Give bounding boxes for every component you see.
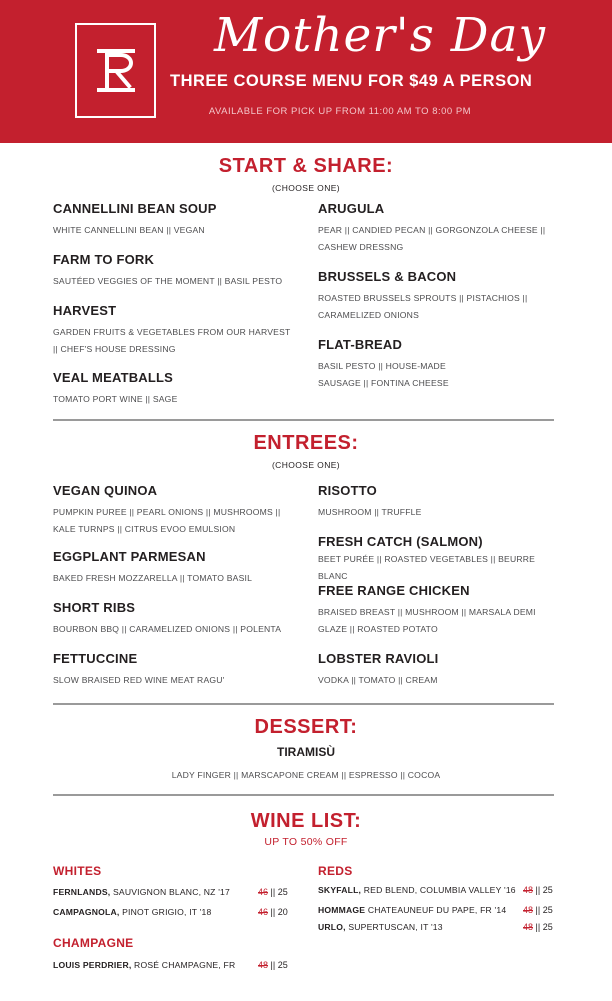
new-price: || 20 xyxy=(268,907,288,917)
section-divider xyxy=(53,703,554,705)
menu-item xyxy=(53,600,293,638)
wine-row xyxy=(53,960,235,970)
wine-name: SKYFALL, xyxy=(318,885,362,895)
wine-price xyxy=(258,960,288,970)
dessert-desc: LADY FINGER || MARSCAPONE CREAM || ESPRESSO || COCOA xyxy=(171,770,441,780)
section-title-wine: WINE LIST: xyxy=(250,810,362,832)
new-price: || 25 xyxy=(533,885,553,895)
item-name: LOBSTER RAVIOLI xyxy=(318,651,439,666)
item-desc: PUMPKIN PUREE || PEARL ONIONS || MUSHROOMS || KALE TURNPS || CITRUS EVOO EMULSION xyxy=(53,507,281,534)
item-desc: TOMATO PORT WINE || SAGE xyxy=(53,394,178,404)
wine-name: FERNLANDS, xyxy=(53,887,111,897)
menu-item xyxy=(318,534,554,585)
wine-row xyxy=(53,907,211,917)
item-name: BRUSSELS & BACON xyxy=(318,269,457,284)
menu-item xyxy=(318,651,554,689)
menu-item xyxy=(318,201,554,256)
r-monogram-icon xyxy=(77,25,154,116)
new-price: || 25 xyxy=(533,922,553,932)
section-divider xyxy=(53,419,554,421)
choose-note: (CHOOSE ONE) xyxy=(271,183,341,193)
menu-item xyxy=(53,252,293,290)
wine-discount: UP TO 50% OFF xyxy=(264,836,348,848)
new-price: || 25 xyxy=(533,905,553,915)
menu-item xyxy=(53,651,293,689)
new-price: || 25 xyxy=(268,960,288,970)
menu-item xyxy=(53,201,293,239)
item-desc: BRAISED BREAST || MUSHROOM || MARSALA DEMI GLAZE || ROASTED POTATO xyxy=(318,607,536,634)
wine-price xyxy=(523,885,553,895)
wine-detail: SAUVIGNON BLANC, NZ '17 xyxy=(112,887,231,897)
section-title-start-share: START & SHARE: xyxy=(218,155,394,177)
wine-detail: PINOT GRIGIO, IT '18 xyxy=(122,907,212,917)
item-name: RISOTTO xyxy=(318,483,377,498)
wine-detail: ROSÉ CHAMPAGNE, FR xyxy=(134,960,236,970)
new-price: || 25 xyxy=(268,887,288,897)
item-desc: WHITE CANNELLINI BEAN || VEGAN xyxy=(53,225,205,235)
item-desc: VODKA || TOMATO || CREAM xyxy=(318,675,438,685)
menu-subtitle: THREE COURSE MENU FOR $49 A PERSON xyxy=(170,72,533,90)
wine-row xyxy=(53,887,230,897)
menu-item xyxy=(318,483,554,521)
wine-row xyxy=(318,922,443,932)
wine-category-whites: WHITES xyxy=(53,864,102,878)
section-divider xyxy=(53,794,554,796)
menu-item xyxy=(53,483,293,538)
item-name: FLAT-BREAD xyxy=(318,337,403,352)
wine-detail: RED BLEND, COLUMBIA VALLEY '16 xyxy=(363,885,516,895)
item-name: FETTUCCINE xyxy=(53,651,138,666)
menu-item xyxy=(53,549,293,587)
item-name: CANNELLINI BEAN SOUP xyxy=(53,201,217,216)
wine-category-reds: REDS xyxy=(318,864,353,878)
wine-detail: CHATEAUNEUF DU PAPE, FR '14 xyxy=(367,905,507,915)
header-banner xyxy=(0,0,612,143)
item-name: ARUGULA xyxy=(318,201,385,216)
old-price: 48 xyxy=(523,905,534,915)
choose-note: (CHOOSE ONE) xyxy=(271,460,341,470)
item-name: FREE RANGE CHICKEN xyxy=(318,583,470,598)
old-price: 46 xyxy=(258,907,269,917)
menu-item xyxy=(318,269,554,324)
wine-detail: SUPERTUSCAN, IT '13 xyxy=(348,922,443,932)
wine-row xyxy=(318,905,506,915)
item-name: SHORT RIBS xyxy=(53,600,136,615)
old-price: 48 xyxy=(523,922,534,932)
logo xyxy=(75,23,156,118)
item-desc: ROASTED BRUSSELS SPROUTS || PISTACHIOS || CARAMELIZED ONIONS xyxy=(318,293,528,320)
item-name: VEGAN QUINOA xyxy=(53,483,158,498)
menu-item xyxy=(53,370,293,408)
item-desc: SAUTÉED VEGGIES OF THE MOMENT || BASIL PESTO xyxy=(53,276,283,286)
item-desc: GARDEN FRUITS & VEGETABLES FROM OUR HARVEST || CHEF'S HOUSE DRESSING xyxy=(53,327,291,354)
item-desc: BASIL PESTO || HOUSE-MADE SAUSAGE || FONTINA CHEESE xyxy=(318,361,449,388)
wine-price xyxy=(258,907,288,917)
section-title-entrees: ENTREES: xyxy=(253,432,359,454)
item-desc: SLOW BRAISED RED WINE MEAT RAGU' xyxy=(53,675,225,685)
dessert-name: TIRAMISÙ xyxy=(277,745,335,759)
old-price: 48 xyxy=(523,885,534,895)
wine-name: URLO, xyxy=(318,922,346,932)
wine-name: HOMMAGE xyxy=(318,905,366,915)
item-desc: BOURBON BBQ || CARAMELIZED ONIONS || POLENTA xyxy=(53,624,282,634)
item-name: FARM TO FORK xyxy=(53,252,155,267)
wine-name: CAMPAGNOLA, xyxy=(53,907,120,917)
wine-row xyxy=(318,885,516,895)
menu-item xyxy=(53,303,293,358)
item-name: FRESH CATCH (SALMON) xyxy=(318,534,483,549)
item-desc: BEET PURÉE || ROASTED VEGETABLES || BEURRE BLANC xyxy=(318,554,536,581)
wine-category-champagne: CHAMPAGNE xyxy=(53,936,134,950)
menu-item xyxy=(318,337,488,392)
availability-note: AVAILABLE FOR PICK UP FROM 11:00 AM TO 8:00 PM xyxy=(208,106,472,117)
wine-price xyxy=(523,905,553,915)
item-name: VEAL MEATBALLS xyxy=(53,370,174,385)
item-desc: PEAR || CANDIED PECAN || GORGONZOLA CHEESE || CASHEW DRESSNG xyxy=(318,225,546,252)
wine-price xyxy=(523,922,553,932)
item-name: EGGPLANT PARMESAN xyxy=(53,549,206,564)
item-desc: BAKED FRESH MOZZARELLA || TOMATO BASIL xyxy=(53,573,253,583)
item-desc: MUSHROOM || TRUFFLE xyxy=(318,507,422,517)
old-price: 46 xyxy=(258,887,269,897)
page-title: Mother's Day xyxy=(213,8,547,63)
wine-price xyxy=(258,887,288,897)
item-name: HARVEST xyxy=(53,303,117,318)
old-price: 48 xyxy=(258,960,269,970)
section-title-dessert: DESSERT: xyxy=(254,716,358,738)
menu-item xyxy=(318,583,554,638)
wine-name: LOUIS PERDRIER, xyxy=(53,960,132,970)
